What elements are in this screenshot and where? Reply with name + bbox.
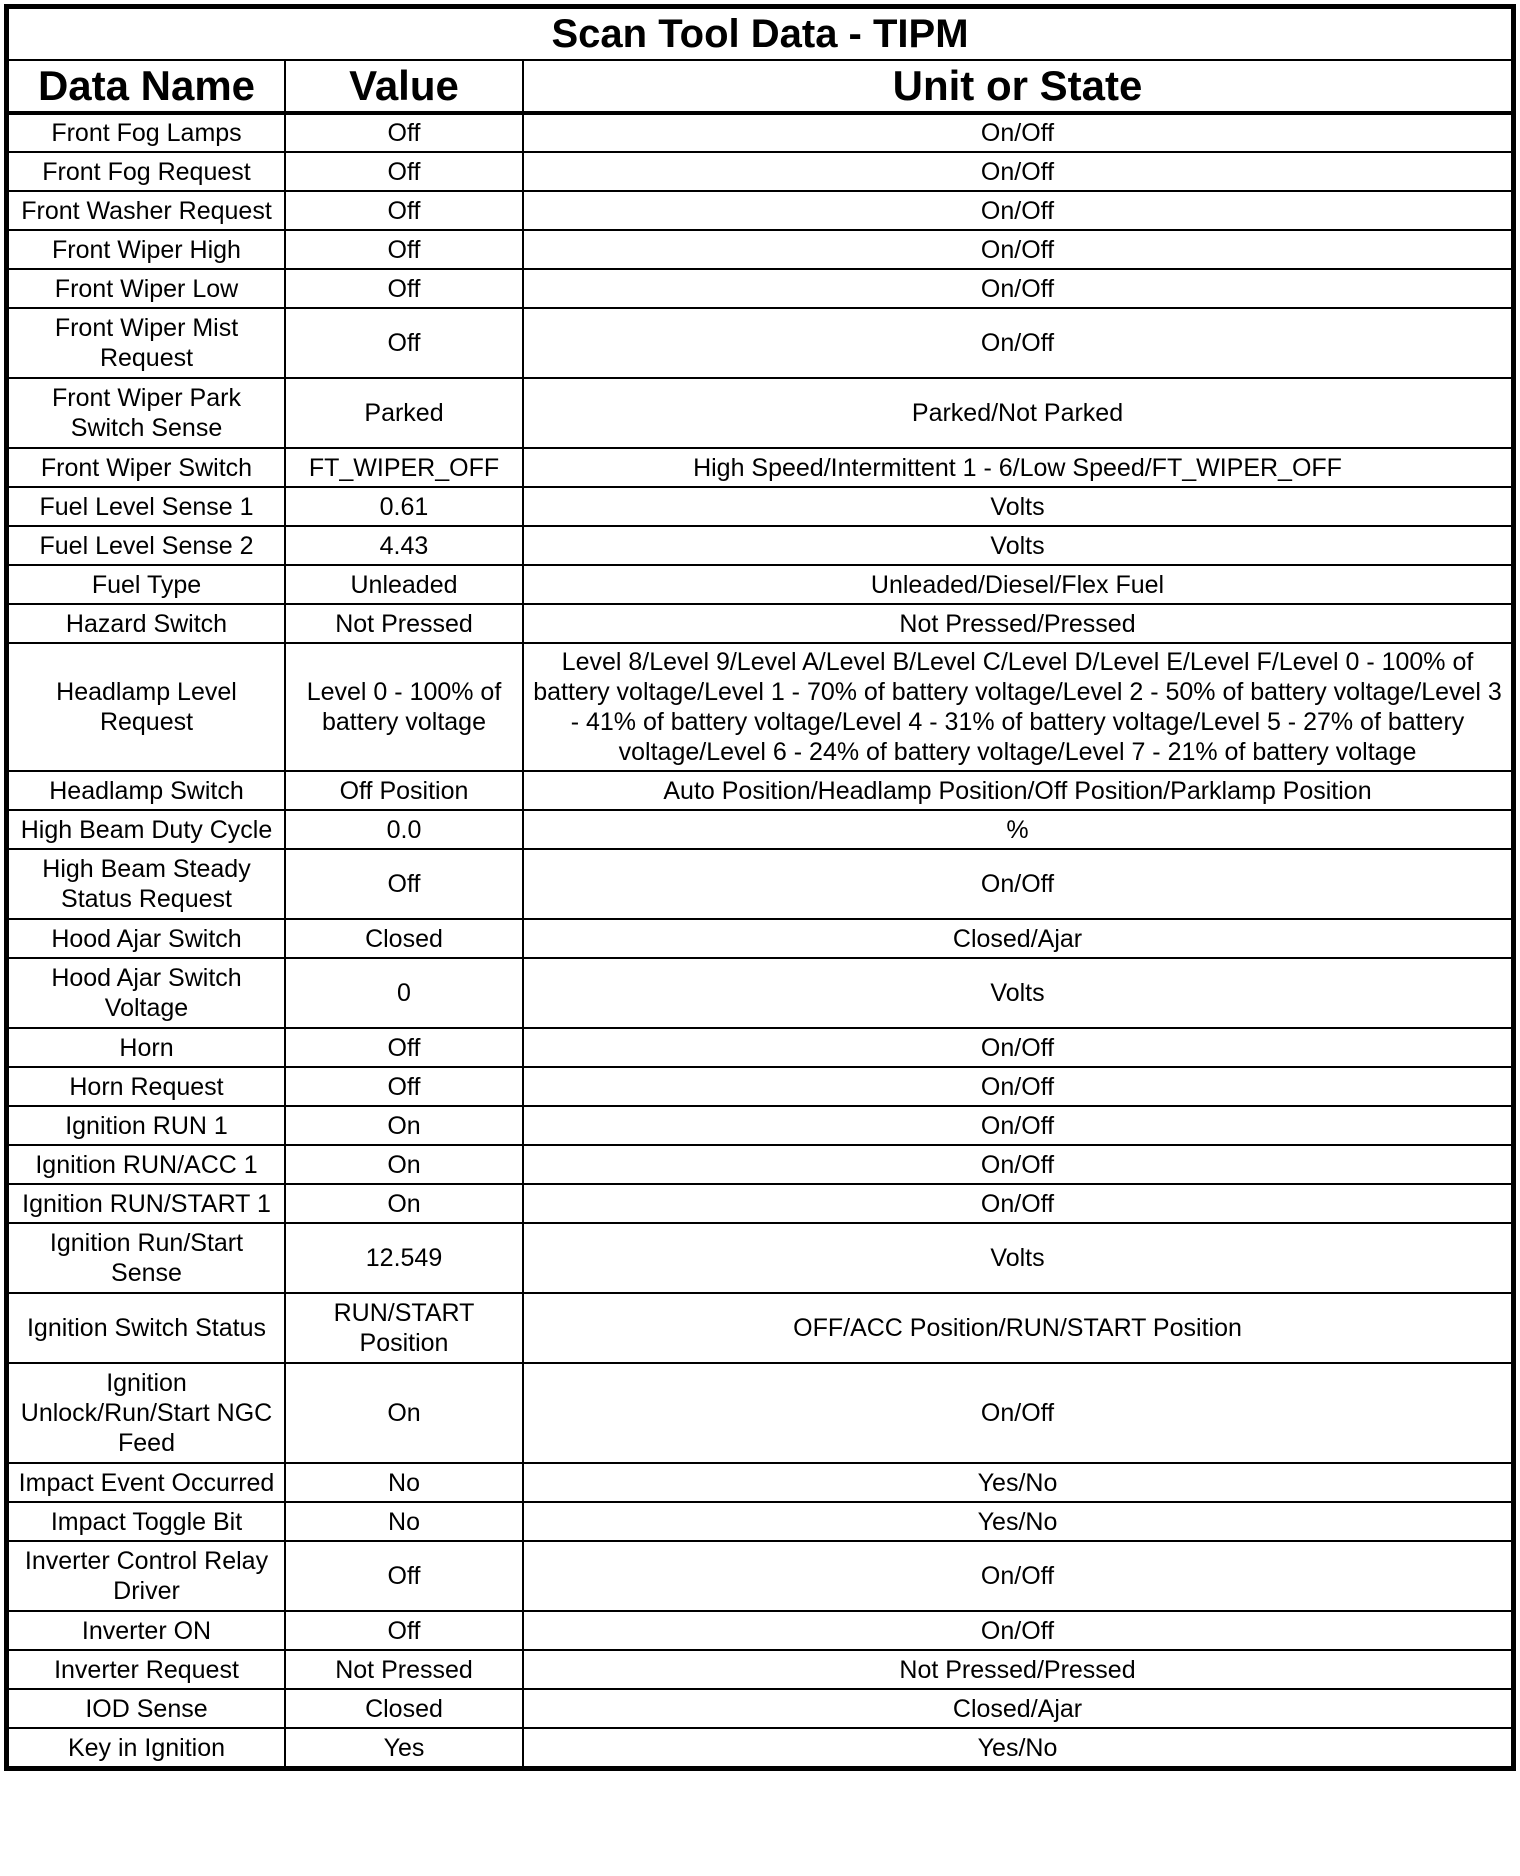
unit-cell: On/Off <box>523 1611 1512 1650</box>
table-row <box>8 849 1512 919</box>
table-row <box>8 1650 1512 1689</box>
scan-tool-data-table <box>7 7 1513 1768</box>
value-cell: Yes <box>285 1728 523 1767</box>
data-name-cell: Headlamp Level Request <box>8 643 285 771</box>
data-name-cell: Inverter ON <box>8 1611 285 1650</box>
scan-tool-table-wrapper <box>7 7 1511 1768</box>
table-row <box>8 1028 1512 1067</box>
table-row <box>8 308 1512 378</box>
unit-cell: On/Off <box>523 230 1512 269</box>
table-row <box>8 1067 1512 1106</box>
value-cell: On <box>285 1184 523 1223</box>
table-row <box>8 448 1512 487</box>
data-name-cell: Ignition RUN/START 1 <box>8 1184 285 1223</box>
value-cell: Off <box>285 191 523 230</box>
table-row <box>8 1611 1512 1650</box>
unit-cell: High Speed/Intermittent 1 - 6/Low Speed/FT_WIPER_OFF <box>523 448 1512 487</box>
data-name-cell: Inverter Request <box>8 1650 285 1689</box>
column-header-data-name: Data Name <box>8 60 285 113</box>
value-cell: Off <box>285 849 523 919</box>
value-cell: On <box>285 1363 523 1463</box>
unit-cell: % <box>523 810 1512 849</box>
data-name-cell: Inverter Control Relay Driver <box>8 1541 285 1611</box>
table-row <box>8 269 1512 308</box>
unit-cell: On/Off <box>523 849 1512 919</box>
table-row <box>8 191 1512 230</box>
data-name-cell: Hood Ajar Switch Voltage <box>8 958 285 1028</box>
value-cell: Off Position <box>285 771 523 810</box>
unit-cell: On/Off <box>523 269 1512 308</box>
data-name-cell: Front Wiper Mist Request <box>8 308 285 378</box>
value-cell: 0.0 <box>285 810 523 849</box>
value-cell: Off <box>285 308 523 378</box>
unit-cell: Yes/No <box>523 1728 1512 1767</box>
value-cell: Off <box>285 230 523 269</box>
value-cell: Level 0 - 100% of battery voltage <box>285 643 523 771</box>
data-name-cell: Headlamp Switch <box>8 771 285 810</box>
unit-cell: On/Off <box>523 191 1512 230</box>
unit-cell: Auto Position/Headlamp Position/Off Position/Parklamp Position <box>523 771 1512 810</box>
value-cell: Off <box>285 1028 523 1067</box>
unit-cell: Unleaded/Diesel/Flex Fuel <box>523 565 1512 604</box>
value-cell: Off <box>285 269 523 308</box>
unit-cell: Closed/Ajar <box>523 1689 1512 1728</box>
data-name-cell: Impact Event Occurred <box>8 1463 285 1502</box>
data-name-cell: Hood Ajar Switch <box>8 919 285 958</box>
value-cell: Closed <box>285 919 523 958</box>
table-row <box>8 378 1512 448</box>
data-name-cell: Front Fog Request <box>8 152 285 191</box>
value-cell: 0.61 <box>285 487 523 526</box>
table-row <box>8 1689 1512 1728</box>
unit-cell: On/Off <box>523 1541 1512 1611</box>
unit-cell: On/Off <box>523 1145 1512 1184</box>
unit-cell: Volts <box>523 526 1512 565</box>
data-name-cell: Front Wiper High <box>8 230 285 269</box>
table-row <box>8 958 1512 1028</box>
value-cell: Not Pressed <box>285 1650 523 1689</box>
unit-cell: Parked/Not Parked <box>523 378 1512 448</box>
data-name-cell: Front Wiper Park Switch Sense <box>8 378 285 448</box>
data-name-cell: High Beam Duty Cycle <box>8 810 285 849</box>
value-cell: On <box>285 1145 523 1184</box>
unit-cell: Volts <box>523 487 1512 526</box>
table-row <box>8 230 1512 269</box>
data-name-cell: Hazard Switch <box>8 604 285 643</box>
value-cell: 12.549 <box>285 1223 523 1293</box>
table-row <box>8 643 1512 771</box>
unit-cell: On/Off <box>523 1028 1512 1067</box>
value-cell: On <box>285 1106 523 1145</box>
value-cell: 4.43 <box>285 526 523 565</box>
value-cell: Closed <box>285 1689 523 1728</box>
unit-cell: Yes/No <box>523 1502 1512 1541</box>
value-cell: Off <box>285 1541 523 1611</box>
data-name-cell: Fuel Level Sense 1 <box>8 487 285 526</box>
unit-cell: Closed/Ajar <box>523 919 1512 958</box>
table-row <box>8 1106 1512 1145</box>
data-name-cell: Key in Ignition <box>8 1728 285 1767</box>
unit-cell: Volts <box>523 958 1512 1028</box>
data-name-cell: Ignition Switch Status <box>8 1293 285 1363</box>
table-row <box>8 919 1512 958</box>
value-cell: No <box>285 1463 523 1502</box>
unit-cell: On/Off <box>523 1067 1512 1106</box>
data-name-cell: Ignition Unlock/Run/Start NGC Feed <box>8 1363 285 1463</box>
unit-cell: On/Off <box>523 1184 1512 1223</box>
table-row <box>8 1541 1512 1611</box>
value-cell: No <box>285 1502 523 1541</box>
data-name-cell: Front Wiper Switch <box>8 448 285 487</box>
table-row <box>8 1293 1512 1363</box>
column-header-unit-or-state: Unit or State <box>523 60 1512 113</box>
data-name-cell: High Beam Steady Status Request <box>8 849 285 919</box>
data-name-cell: Front Fog Lamps <box>8 113 285 152</box>
table-row <box>8 1363 1512 1463</box>
table-header-row <box>8 60 1512 113</box>
unit-cell: On/Off <box>523 113 1512 152</box>
table-row <box>8 152 1512 191</box>
value-cell: Off <box>285 1067 523 1106</box>
value-cell: Unleaded <box>285 565 523 604</box>
table-body <box>8 113 1512 1767</box>
table-row <box>8 526 1512 565</box>
table-row <box>8 565 1512 604</box>
data-name-cell: Ignition RUN/ACC 1 <box>8 1145 285 1184</box>
data-name-cell: Front Washer Request <box>8 191 285 230</box>
column-header-value: Value <box>285 60 523 113</box>
unit-cell: Level 8/Level 9/Level A/Level B/Level C/Level D/Level E/Level F/Level 0 - 100% of battery voltage/Level 1 - 70% of battery voltage/Level 2 - 50% of battery voltage/Level 3 - 41% of battery voltage/Level 4 - 31% of battery voltage/Level 5 - 27% of battery voltage/Level 6 - 24% of battery voltage/Level 7 - 21% of battery voltage <box>523 643 1512 771</box>
table-row <box>8 487 1512 526</box>
table-row <box>8 1502 1512 1541</box>
unit-cell: OFF/ACC Position/RUN/START Position <box>523 1293 1512 1363</box>
value-cell: Not Pressed <box>285 604 523 643</box>
table-row <box>8 771 1512 810</box>
value-cell: RUN/START Position <box>285 1293 523 1363</box>
data-name-cell: Fuel Level Sense 2 <box>8 526 285 565</box>
unit-cell: Volts <box>523 1223 1512 1293</box>
value-cell: FT_WIPER_OFF <box>285 448 523 487</box>
unit-cell: On/Off <box>523 152 1512 191</box>
table-row <box>8 113 1512 152</box>
data-name-cell: Horn <box>8 1028 285 1067</box>
table-row <box>8 604 1512 643</box>
table-row <box>8 1728 1512 1767</box>
unit-cell: Yes/No <box>523 1463 1512 1502</box>
unit-cell: Not Pressed/Pressed <box>523 1650 1512 1689</box>
value-cell: 0 <box>285 958 523 1028</box>
value-cell: Off <box>285 152 523 191</box>
value-cell: Off <box>285 1611 523 1650</box>
unit-cell: On/Off <box>523 1363 1512 1463</box>
table-title: Scan Tool Data - TIPM <box>8 8 1512 60</box>
value-cell: Parked <box>285 378 523 448</box>
data-name-cell: IOD Sense <box>8 1689 285 1728</box>
table-row <box>8 1184 1512 1223</box>
unit-cell: Not Pressed/Pressed <box>523 604 1512 643</box>
data-name-cell: Ignition Run/Start Sense <box>8 1223 285 1293</box>
table-row <box>8 1223 1512 1293</box>
data-name-cell: Horn Request <box>8 1067 285 1106</box>
table-title-row <box>8 8 1512 60</box>
value-cell: Off <box>285 113 523 152</box>
data-name-cell: Fuel Type <box>8 565 285 604</box>
table-row <box>8 810 1512 849</box>
data-name-cell: Impact Toggle Bit <box>8 1502 285 1541</box>
table-row <box>8 1463 1512 1502</box>
data-name-cell: Ignition RUN 1 <box>8 1106 285 1145</box>
unit-cell: On/Off <box>523 1106 1512 1145</box>
data-name-cell: Front Wiper Low <box>8 269 285 308</box>
table-row <box>8 1145 1512 1184</box>
unit-cell: On/Off <box>523 308 1512 378</box>
